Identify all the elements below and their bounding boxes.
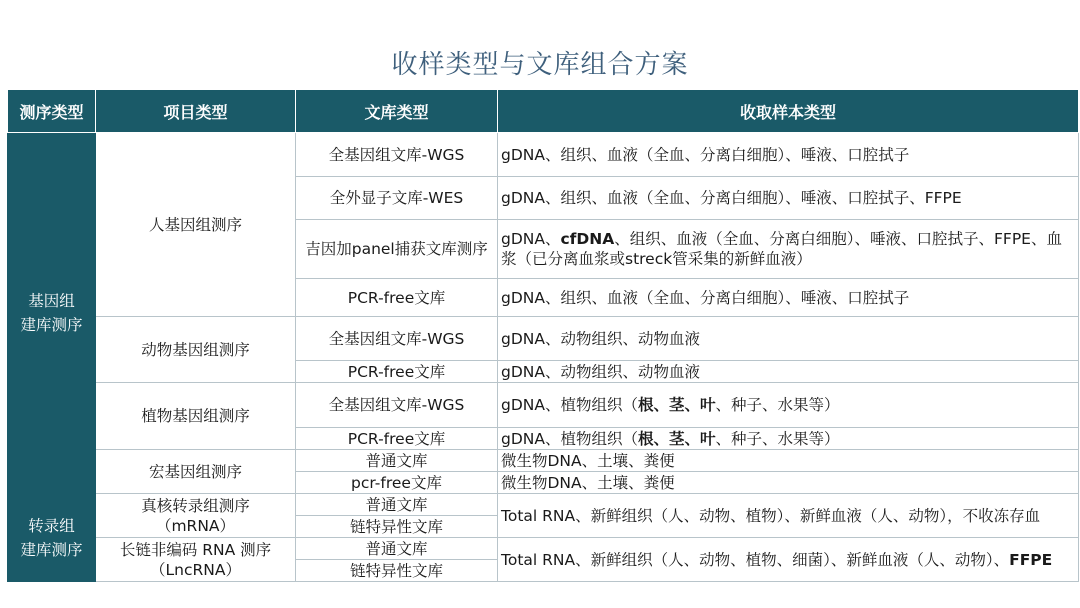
sample-text: Total RNA、新鲜组织（人、动物、植物、细菌）、新鲜血液（人、动物）、 [501, 550, 1010, 569]
table-row [8, 383, 1079, 428]
library-cell: 吉因加panel捕获文库测序 [296, 220, 498, 279]
library-cell: pcr-free文库 [296, 472, 498, 494]
library-cell: PCR-free文库 [296, 279, 498, 317]
sample-cell: Total RNA、新鲜组织（人、动物、植物）、新鲜血液（人、动物），不收冻存血 [498, 494, 1079, 538]
sample-cell: 微生物DNA、土壤、粪便 [498, 472, 1079, 494]
table-row [8, 538, 1079, 560]
category-genomic [8, 133, 96, 494]
library-cell: 全基因组文库-WGS [296, 383, 498, 428]
project-plant: 植物基因组测序 [96, 383, 296, 450]
library-cell: 链特异性文库 [296, 516, 498, 538]
sample-bold-text: 根、茎、叶 [637, 396, 716, 414]
project-lncrna-line1: 长链非编码 RNA 测序 [119, 540, 272, 559]
library-cell: 全基因组文库-WGS [296, 133, 498, 177]
sample-cell: gDNA、组织、血液（全血、分离白细胞）、唾液、口腔拭子 [498, 133, 1079, 177]
sample-cell: gDNA、组织、血液（全血、分离白细胞）、唾液、口腔拭子、FFPE [498, 177, 1079, 220]
project-lncrna [96, 538, 296, 582]
sample-cell [498, 220, 1079, 279]
sample-cell [498, 428, 1079, 450]
project-lncrna-line2: （LncRNA） [150, 560, 241, 579]
project-mrna-line2: （mRNA） [155, 516, 236, 535]
library-cell: PCR-free文库 [296, 428, 498, 450]
sample-bold-text: 根、茎、叶 [637, 429, 716, 448]
sample-text: 、组织、血液（全血、分离白细胞）、唾液、口腔拭子、FFPE、血浆（已分离血浆或streck管采集的新鲜血液） [501, 230, 1062, 268]
sample-library-table [7, 89, 1079, 582]
category-genomic-line2: 建库测序 [20, 316, 83, 334]
library-cell: 链特异性文库 [296, 560, 498, 582]
library-cell: 全基因组文库-WGS [296, 317, 498, 361]
library-cell: 普通文库 [296, 494, 498, 516]
library-cell: 全外显子文库-WES [296, 177, 498, 220]
sample-cell: gDNA、动物组织、动物血液 [498, 361, 1079, 383]
library-cell: PCR-free文库 [296, 361, 498, 383]
sample-cell [498, 383, 1079, 428]
header-library-type: 文库类型 [296, 90, 498, 133]
header-sample-type: 收取样本类型 [498, 90, 1079, 133]
sample-text: gDNA、植物组织（ [501, 396, 638, 414]
project-animal: 动物基因组测序 [96, 317, 296, 383]
project-mrna [96, 494, 296, 538]
sample-cell: gDNA、动物组织、动物血液 [498, 317, 1079, 361]
category-transcript-line2: 建库测序 [20, 540, 83, 559]
sample-bold-text: cfDNA [560, 230, 615, 248]
category-genomic-line1: 基因组 [28, 292, 75, 310]
sample-cell: 微生物DNA、土壤、粪便 [498, 450, 1079, 472]
sample-bold-text: FFPE [1009, 550, 1053, 569]
header-project-type: 项目类型 [96, 90, 296, 133]
sample-cell: gDNA、组织、血液（全血、分离白细胞）、唾液、口腔拭子 [498, 279, 1079, 317]
page-title: 收样类型与文库组合方案 [391, 50, 689, 80]
category-transcript-line1: 转录组 [28, 516, 75, 535]
sample-cell [498, 538, 1079, 582]
project-human: 人基因组测序 [96, 133, 296, 317]
project-meta: 宏基因组测序 [96, 450, 296, 494]
table-row [8, 450, 1079, 472]
library-cell: 普通文库 [296, 538, 498, 560]
table-row [8, 494, 1079, 516]
table-header-row [8, 90, 1079, 133]
library-cell: 普通文库 [296, 450, 498, 472]
table-row [8, 317, 1079, 361]
sample-text: 、种子、水果等） [715, 396, 840, 414]
header-seq-type: 测序类型 [8, 90, 96, 133]
category-transcript [8, 494, 96, 582]
sample-text: 、种子、水果等） [715, 429, 840, 448]
sample-text: gDNA、 [501, 230, 561, 248]
project-mrna-line1: 真核转录组测序 [141, 496, 250, 515]
sample-text: gDNA、植物组织（ [501, 429, 638, 448]
table-row [8, 133, 1079, 177]
